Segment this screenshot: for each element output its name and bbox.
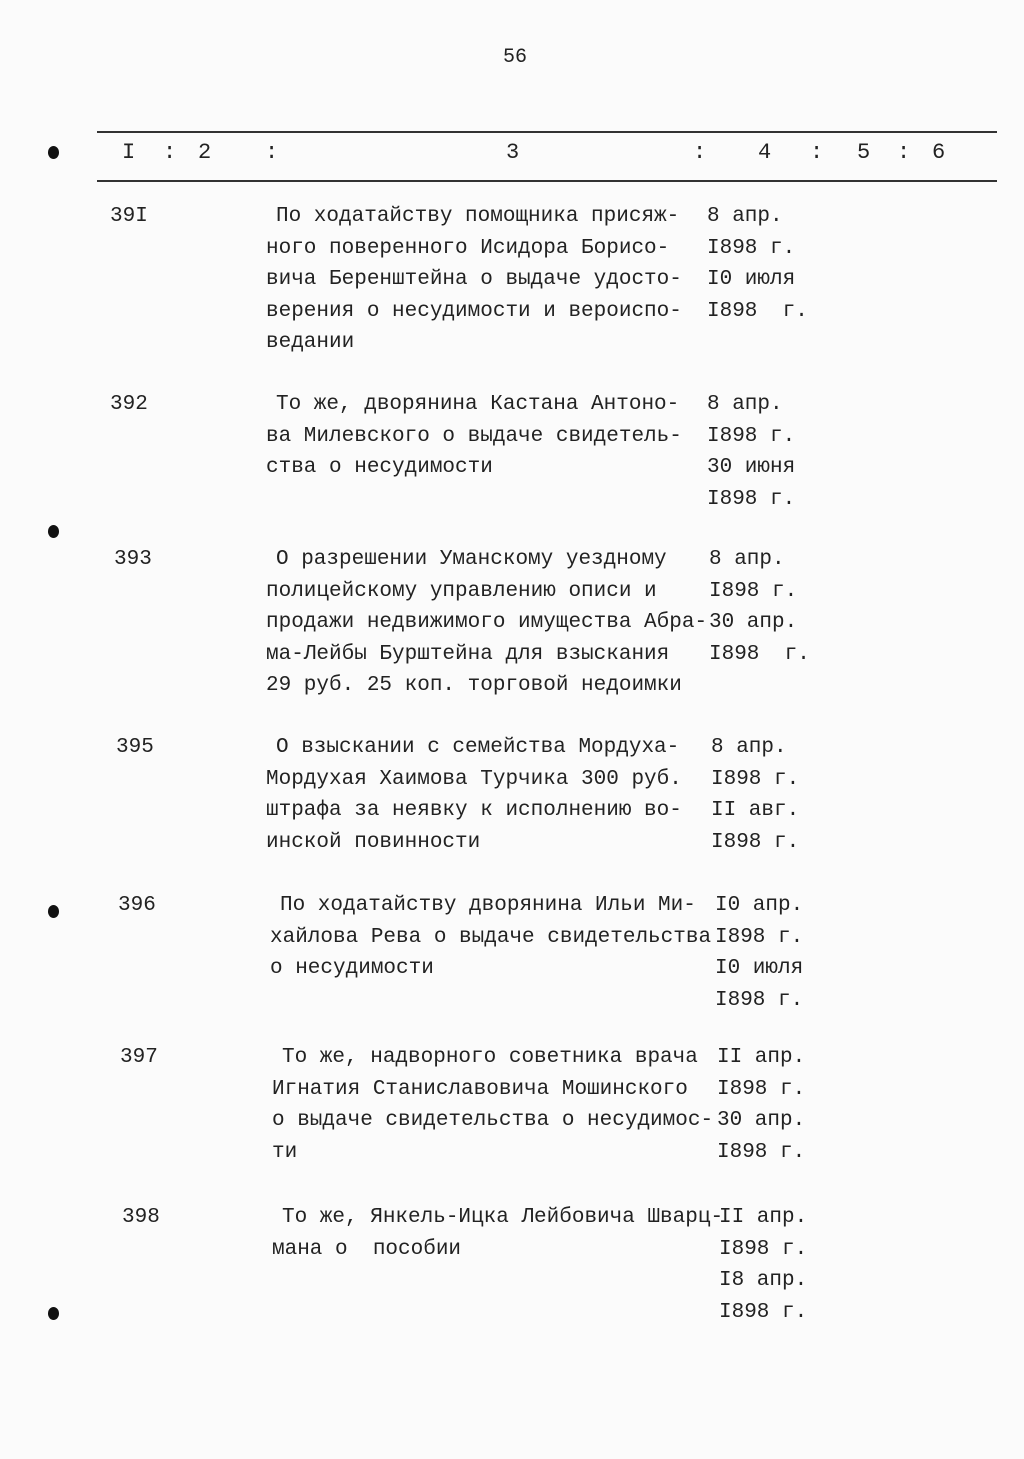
description-line: хайлова Рева о выдаче свидетельства [270,925,712,949]
date-line: 30 июня [707,456,796,479]
description-line: О разрешении Уманскому уездному [276,548,667,571]
column-separator: : [810,140,824,165]
entry-number: 396 [118,894,156,917]
entry-dates [715,890,803,1016]
description-line: полицейскому управлению описи и [266,579,657,603]
description-line: ного поверенного Исидора Борисо- [266,236,670,260]
entry-number: 398 [122,1206,160,1229]
header-bottom-rule [97,180,997,182]
column-header-2: 2 [198,140,212,165]
date-line: I898 г. [707,299,808,323]
description-line: То же, Янкель-Ицка Лейбовича Шварц- [282,1206,724,1229]
date-line: 8 апр. [709,548,785,571]
description-line: ва Милевского о выдаче свидетель- [266,424,682,448]
date-line: I898 г. [709,579,798,603]
description-line: штрафа за неявку к исполнению во- [266,799,682,822]
entry-description [270,890,711,985]
date-line: I898 г. [711,767,800,791]
column-separator: : [693,140,707,165]
date-line: I0 июля [715,957,804,980]
date-line: I898 г. [717,1077,806,1101]
punch-hole-mark [48,146,59,159]
column-separator: : [897,140,911,165]
entry-dates [707,389,795,515]
date-line: I898 г. [709,642,810,666]
date-line: I898 г. [715,925,804,949]
date-line: I898 г. [719,1237,808,1261]
entry-description [266,544,707,702]
date-line: I0 апр. [715,894,804,917]
punch-hole-mark [48,1307,59,1320]
entry-number: 39I [110,205,148,228]
date-line: II авг. [711,799,800,822]
description-line: По ходатайству дворянина Ильи Ми- [280,894,696,917]
entry-description [266,201,682,359]
date-line: 30 апр. [717,1109,806,1132]
entry-number: 397 [120,1046,158,1069]
entry-dates [709,544,810,670]
entry-dates [711,732,799,858]
description-line: Мордухая Хаимова Турчика 300 руб. [266,767,682,791]
column-separator: : [265,140,279,165]
description-line: О взыскании с семейства Мордуха- [276,736,680,759]
description-line: вича Беренштейна о выдаче удосто- [266,268,682,291]
description-line: По ходатайству помощника присяж- [276,205,680,228]
date-line: I8 апр. [719,1269,808,1292]
description-line: ведании [266,331,355,354]
description-line: ма-Лейбы Бурштейна для взыскания [266,642,670,666]
date-line: 30 апр. [709,611,798,634]
date-line: II апр. [719,1206,808,1229]
column-header-1: I [122,140,136,165]
date-line: I898 г. [707,487,796,511]
entry-number: 395 [116,736,154,759]
entry-dates [717,1042,805,1168]
date-line: I898 г. [717,1140,806,1164]
entry-number: 392 [110,393,148,416]
column-separator: : [163,140,177,165]
column-header-3: 3 [506,140,520,165]
description-line: верения о несудимости и вероиспо- [266,299,682,323]
description-line: о несудимости [270,957,434,980]
page-number: 56 [503,46,528,69]
entry-description [272,1202,723,1265]
date-line: I898 г. [707,236,796,260]
description-line: То же, дворянина Кастана Антоно- [276,393,680,416]
column-header-5: 5 [857,140,871,165]
punch-hole-mark [48,525,59,538]
description-line: ти [272,1140,298,1164]
date-line: I898 г. [719,1300,808,1324]
entry-number: 393 [114,548,152,571]
entry-dates [707,201,808,327]
description-line: То же, надворного советника врача [282,1046,698,1069]
date-line: 8 апр. [707,393,783,416]
date-line: 8 апр. [707,205,783,228]
date-line: I0 июля [707,268,796,291]
date-line: I898 г. [711,830,800,854]
entry-description [272,1042,713,1168]
description-line: ства о несудимости [266,456,493,479]
description-line: Игнатия Станиславовича Мошинского [272,1077,688,1101]
description-line: 29 руб. 25 коп. торговой недоимки [266,674,682,697]
entry-description [266,732,682,858]
date-line: I898 г. [707,424,796,448]
column-header-4: 4 [758,140,772,165]
column-header-6: 6 [932,140,946,165]
header-top-rule [97,131,997,133]
entry-description [266,389,682,484]
entry-dates [719,1202,807,1328]
date-line: 8 апр. [711,736,787,759]
description-line: о выдаче свидетельства о несудимос- [272,1109,714,1132]
description-line: продажи недвижимого имущества Абра- [266,611,708,634]
description-line: мана о пособии [272,1237,462,1261]
description-line: инской повинности [266,830,481,854]
date-line: II апр. [717,1046,806,1069]
date-line: I898 г. [715,988,804,1012]
punch-hole-mark [48,905,59,918]
